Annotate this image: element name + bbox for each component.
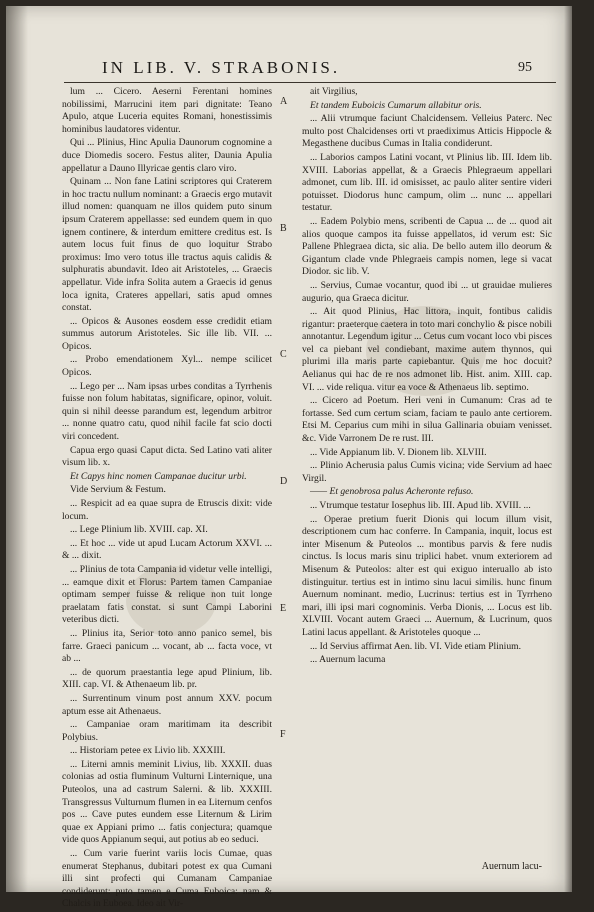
paragraph: ... Campaniae oram maritimam ita describit Polybius. — [62, 719, 272, 743]
paragraph: ... Servius, Cumae vocantur, quod ibi ... ut grauidae mulieres augurio, qua Graeca dicitur. — [302, 279, 552, 304]
left-column — [62, 86, 272, 912]
paragraph: ... Eadem Polybio mens, scribenti de Capua ... de ... quod ait alios quoque campos ita fuisse appellatos, id verum est: Sic Pallene Phlegraea dicta, sic alia. De bello autem illo deorum & Gigantum clade vnde Phlegraeis campis nomen, lege si vacat Diodor. sic lib. V. — [302, 215, 552, 278]
paragraph: Qui ... Plinius, Hinc Apulia Daunorum cognomine a duce Diomedis socero. Festus aliter, Daunia Apulia appellatur a Dauno Illyricae gentis claro viro. — [62, 137, 272, 174]
paragraph: ... Respicit ad ea quae supra de Etruscis dixit: vide locum. — [62, 498, 272, 522]
paragraph: Vide Servium & Festum. — [70, 484, 166, 496]
paragraph: ... Operae pretium fuerit Dionis qui locum illum visit, descriptionem cum hac conferre. In Campania, inquit, locus est inter Misenum & Puteolos ... montibus parvis & fere nudis cinctus. Is locus maris sinu triplici habet. vnum exteriorem ad Misenum & Puteolos: alter est qui exiguo interuallo ab isto distinguitur. tertius est in intimo sinu lacui similis. hunc finum Auernum nominant. medio, Lucrinus: tertius est in Tyrrheno mari, illi ipsi mari cognominis. Verba Dionis, ... Locus est lib. XLVIII. Vocant autem Graeci ... Auernum, & Lucrinum, quos Latini lacus appellant. & Aristoteles quoque ... — [302, 513, 552, 638]
paragraph: ... Opicos & Ausones eosdem esse credidit etiam summus autorum Aristoteles. Sic ille lib. VII. ... Opicos. — [62, 315, 272, 352]
gutter-shadow — [6, 6, 28, 892]
paragraph: ... Lego per ... Nam ipsas urbes conditas a Tyrrhenis fuisse non folum habitatas, significare, opinor, voluit. quin si nihil deesse parandum est, legendum arbitror ... nonne quatro catu, quod nihil facile fat scio docti viri concedent. — [62, 380, 272, 443]
paragraph: Et tandem Euboicis Cumarum allabitur oris. — [310, 99, 482, 111]
margin-letter: B — [280, 222, 287, 234]
paragraph: ait Virgilius, — [310, 86, 358, 97]
margin-letters — [278, 86, 294, 846]
paragraph: ... Plinius ita, Serior toto anno panico semel, bis farre. Graeci panicum ... vocant, ab ... facta voce, vt ab ... — [62, 627, 272, 665]
paragraph: ... Plinio Acherusia palus Cumis vicina; vide Servium ad haec Virgil. — [302, 460, 552, 484]
header-title: IN LIB. V. STRABONIS. — [102, 58, 341, 77]
paragraph: ... Laborios campos Latini vocant, vt Plinius lib. III. Idem lib. XVIII. Laborias appellat, & a Graecis Phlegraeum appellari admonet, cum lib. III. id omisisset, ac paulo aliter sentire videri potuisset. Diodorus hunc campum, olim ... nunc ... appellari testatur. — [302, 151, 552, 214]
book-page — [6, 6, 572, 910]
paragraph: ... Historiam petee ex Livio lib. XXXIII. — [70, 745, 226, 757]
paragraph: ... Plinius de tota Campania id videtur velle intelligi, ... eamque dixit et Florus: Partem tamen Campaniae optimam semper fuisse & relique non tuit longe praelatam fatis constat. si sunt Campi Laborini veteribus dicti. — [62, 563, 272, 626]
header-rule — [64, 82, 556, 83]
paragraph: Quinam ... Non fane Latini scriptores qui Craterem in hoc tractu nullum nominant: a Graecis ergo mutavit illud nomen: quanquam ne illos quidem puto sinum ipsum Craterem appellasse: sed eundem quem in quo ignem continere, & interdum emittere creditus est. Is autem locus fuit finus de quo loquitur Strabo proximus: Imo vero totus ille tractus aquis calidis & sulphuratis abundavit. Ideo ait Aristoteles, ... Graecis appellatur. Vide infra Solita autem a Graecis id genus loca ignita, Crateres appellari, satis apud omnes constat. — [62, 176, 272, 314]
paragraph: ... Vtrumque testatur Iosephus lib. III. Apud lib. XVIII. ... — [310, 500, 531, 511]
paragraph: ... Probo emendationem Xyl... nempe scilicet Opicos. — [62, 354, 272, 379]
paragraph: ... Cum varie fuerint variis locis Cumae, quas enumerat Stephanus, dubitari potest ex qua Cumani illi sint profecti qui Cumanam Campaniae condiderunt: puto tamen e Cuma Euboica: nam & Chalcis in Euboea. Ideo ait Vir- — [62, 848, 272, 910]
margin-letter: C — [280, 349, 287, 361]
paragraph: ... Alii vtrumque faciunt Chalcidensem. Velleius Paterc. Nec multo post Chalcidenses orti vt praediximus Atticis Hippocle & Megasthene ducibus Cumas in Italia condiderunt. — [302, 113, 552, 150]
page-edge-shadow — [564, 6, 572, 892]
paragraph: ... Id Servius affirmat Aen. lib. VI. Vide etiam Plinium. — [310, 640, 521, 652]
running-header — [62, 58, 532, 82]
margin-letter: D — [280, 476, 288, 487]
margin-letter: E — [280, 602, 287, 614]
paragraph: ... Et hoc ... vide ut apud Lucam Actorum XXVI. ... & ... dixit. — [62, 537, 272, 562]
paragraph: ... Vide Appianum lib. V. Dionem lib. XLVIII. — [310, 446, 487, 458]
margin-letter: A — [280, 96, 288, 107]
paragraph: —— Et genobrosa palus Acheronte refuso. — [310, 486, 474, 498]
right-column — [302, 86, 552, 668]
paragraph: ... Ait quod Plinius, Hac littora, inquit, fontibus calidis rigantur: praeterque caetera in toto mari conchylio & pisce nobili annotantur. Legendum igitur ... Cetus cum vocant loco vbi pisces vel ca piebant vel condiebant, maxime autem thynnos, qui plurimi illa maris parte capiebantur. Quis me hoc docuit? Aelianus qui hac de re nos admonet lib. Hist. anim. XIII. cap. VI. ... vide reliqua. vitur ea voce & Athenaeus lib. septimo. — [302, 306, 552, 393]
page-number: 95 — [518, 60, 532, 75]
paragraph: Capua ergo quasi Caput dicta. Sed Latino vati aliter visum lib. x. — [62, 444, 272, 469]
catchword: Auernum lacu- — [481, 861, 542, 872]
paragraph: ... de quorum praestantia lege apud Plinium, lib. XIII. cap. VI. & Athenaeum lib. pr. — [62, 666, 272, 691]
paragraph: ... Lege Plinium lib. XVIII. cap. XI. — [70, 524, 208, 536]
paragraph: ... Auernum lacuma — [310, 654, 386, 666]
paragraph: ... Literni amnis meminit Livius, lib. XXXII. duas colonias ad ostia fluminum Vulturni Linternique, una Puteolos, una ad castrum Salerni. & lib. XXXIII. Transgressus Vulturnum flumen in ea Liternum cenfos pos ... Cave putes eundem esse Liternum & Lirim quae ex Appiani primo ... fatis conjectura; quamque vide quos Appianum sequi, aut potius ab eo seduci. — [62, 758, 272, 846]
paragraph: lum ... Cicero. Aeserni Ferentani homines nobilissimi, Marrucini item pari dignitate: Teano Apulo, atque Luceria equites Romani, honestissimis hominibus laudatores videntur. — [62, 86, 272, 135]
paragraph: ... Cicero ad Poetum. Heri veni in Cumanum: Cras ad te fortasse. Sed cum certum sciam, faciam te paulo ante certiorem. Etsi M. Ceparius cum mihi in silua Gallinaria obuiam venisset. &c. Vide Varronem De re rust. III. — [302, 395, 552, 445]
margin-letter: F — [280, 729, 286, 741]
paragraph: Et Capys hinc nomen Campanae ducitur urbi. — [70, 470, 247, 482]
paragraph: ... Surrentinum vinum post annum XXV. pocum aptum esse ait Athenaeus. — [62, 692, 272, 717]
